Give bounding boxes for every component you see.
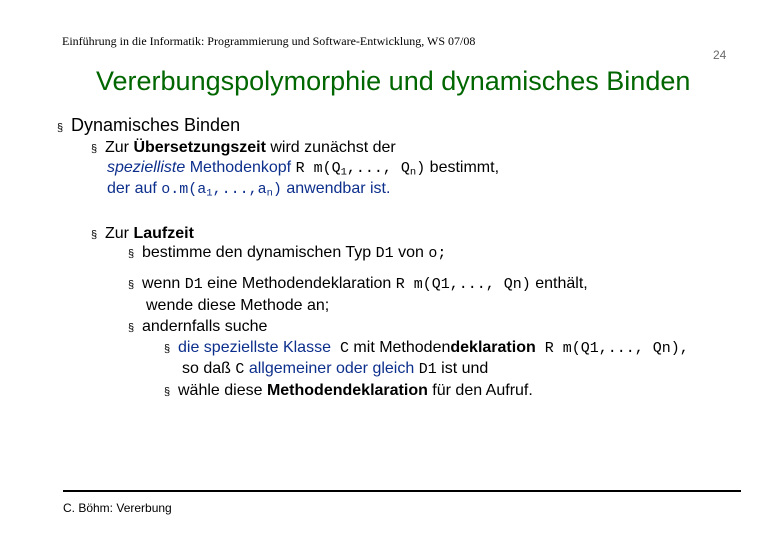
code-run: R m(Q1,..., Qn), xyxy=(535,340,689,357)
subscript: 1 xyxy=(340,166,347,179)
runtime-sub-2-line-2: wende diese Methode an; xyxy=(146,297,330,314)
text-run: von xyxy=(393,244,429,261)
text-run: so daß xyxy=(182,360,236,377)
code-run: C xyxy=(330,340,349,357)
text-run: anwendbar ist. xyxy=(281,180,391,197)
code-run: ,...,a xyxy=(212,181,267,198)
footer-author: C. Böhm: Vererbung xyxy=(63,501,172,515)
footer-divider xyxy=(63,490,741,492)
text-run: deklaration xyxy=(450,339,536,356)
section-heading xyxy=(57,114,240,139)
bullet-icon: § xyxy=(91,229,98,241)
text-run: bestimmt, xyxy=(425,159,500,176)
speziellste-klasse-text: speziellste Klasse xyxy=(203,339,331,356)
runtime-sub-3-item-1 xyxy=(164,338,689,359)
bullet-icon: § xyxy=(164,343,171,355)
text-run: für den Aufruf. xyxy=(427,382,533,399)
code-run: o; xyxy=(428,245,447,262)
code-text xyxy=(161,181,282,198)
code-run: o.m(a xyxy=(161,181,207,198)
text-run: die xyxy=(178,339,204,356)
text-run: bestimme den dynamischen Typ xyxy=(142,244,376,261)
runtime-sub-2 xyxy=(128,274,588,295)
page-number: 24 xyxy=(713,48,727,62)
bullet-icon: § xyxy=(57,122,64,134)
code-run: R m(Q xyxy=(295,160,341,177)
compile-time-line-3 xyxy=(107,179,390,200)
compile-time-keyword: Übersetzungszeit xyxy=(133,139,266,156)
text-run: wenn xyxy=(142,275,185,292)
section-heading-text: Dynamisches Binden xyxy=(71,115,241,135)
subscript: 1 xyxy=(206,187,213,200)
text-run: enthält, xyxy=(530,275,588,292)
text-run: ist und xyxy=(436,360,489,377)
code-text xyxy=(296,160,426,177)
bullet-icon: § xyxy=(128,322,135,334)
slide-title: Vererbungspolymorphie und dynamisches Binden xyxy=(96,66,691,96)
text-run: der auf xyxy=(107,180,162,197)
text-run: allgemeiner oder gleich xyxy=(244,360,419,377)
text-run: eine Methodendeklaration xyxy=(202,275,396,292)
text-run: mit Methoden xyxy=(348,339,451,356)
compile-time-item xyxy=(91,138,396,159)
code-run: R m(Q1,..., Qn) xyxy=(395,276,531,293)
code-run: ) xyxy=(416,160,426,177)
code-run: D1 xyxy=(418,361,437,378)
runtime-sub-3-item-2 xyxy=(164,381,533,402)
code-run: D1 xyxy=(184,276,203,293)
bullet-icon: § xyxy=(128,248,135,260)
runtime-sub-1 xyxy=(128,243,446,264)
bullet-icon: § xyxy=(128,279,135,291)
text-run: Methodenkopf xyxy=(185,159,296,176)
compile-time-line-2 xyxy=(107,158,499,179)
code-run: ) xyxy=(272,181,282,198)
text-run: Zur xyxy=(105,139,134,156)
code-run: ,..., Q xyxy=(346,160,410,177)
course-header: Einführung in die Informatik: Programmierung und Software-Entwicklung, WS 07/08 xyxy=(62,34,476,48)
text-run: wähle diese xyxy=(178,382,267,399)
runtime-keyword: Laufzeit xyxy=(133,225,194,242)
subscript: n xyxy=(409,166,417,179)
code-run: C xyxy=(235,361,245,378)
text-run: andernfalls suche xyxy=(142,318,268,335)
subscript: n xyxy=(266,187,273,200)
text-run: wird zunächst der xyxy=(265,139,396,156)
code-run: D1 xyxy=(375,245,394,262)
text-run: Methodendeklaration xyxy=(266,382,428,399)
bullet-icon: § xyxy=(164,386,171,398)
runtime-sub-3-item-1-line-2 xyxy=(182,359,488,380)
runtime-item xyxy=(91,224,194,245)
bullet-icon: § xyxy=(91,143,98,155)
text-run: Zur xyxy=(105,225,134,242)
runtime-sub-3 xyxy=(128,317,267,338)
spezielliste-text: spezielliste xyxy=(107,159,186,176)
